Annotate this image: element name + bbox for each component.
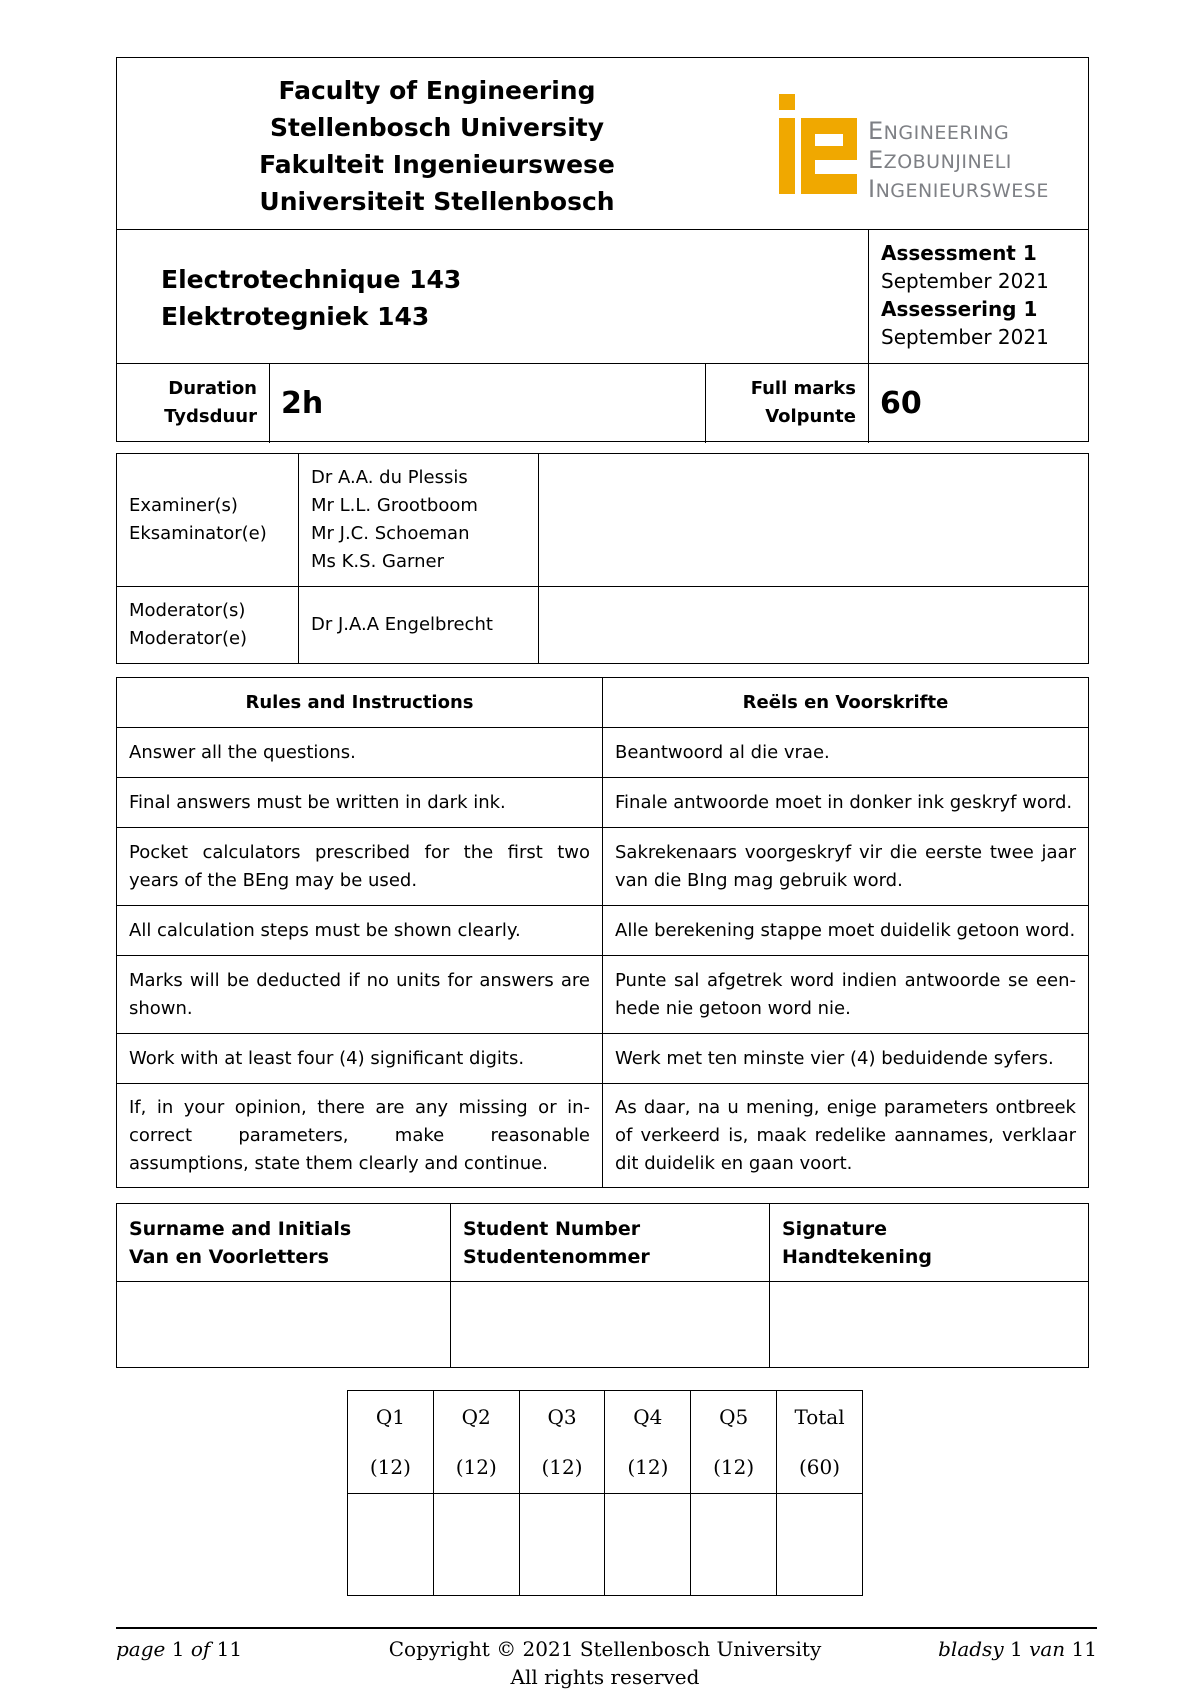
marks-cell-q3[interactable] bbox=[519, 1494, 605, 1596]
marks-cell-q2[interactable] bbox=[433, 1494, 519, 1596]
duration-marks-row bbox=[117, 363, 1088, 443]
examiners-table bbox=[116, 453, 1089, 664]
marks-col-q5: Q5 (12) bbox=[691, 1391, 777, 1494]
examiner-label: Examiner(s) Eksaminator(e) bbox=[117, 454, 299, 587]
rule-en: Answer all the questions. bbox=[117, 728, 603, 778]
course-title bbox=[161, 261, 461, 335]
assessment-date-af: September 2021 bbox=[881, 325, 1049, 349]
page-number-en: page 1 of 11 bbox=[116, 1637, 243, 1661]
student-number-field[interactable] bbox=[451, 1282, 770, 1368]
rules-header-en: Rules and Instructions bbox=[117, 678, 603, 728]
rule-en: Pocket calculators prescribed for the first two years of the BEng may be used. bbox=[117, 828, 603, 906]
rule-af: Punte sal afgetrek word indien antwoorde se een-hede nie getoon word nie. bbox=[603, 956, 1089, 1034]
marks-cell-q1[interactable] bbox=[348, 1494, 434, 1596]
header-title-row bbox=[117, 58, 1088, 230]
marks-col-q3: Q3 (12) bbox=[519, 1391, 605, 1494]
full-marks-value: 60 bbox=[880, 385, 922, 421]
moderator-label: Moderator(s) Moderator(e) bbox=[117, 587, 299, 664]
examiner-name: Mr L.L. Grootboom bbox=[311, 495, 478, 516]
rule-af: Beantwoord al die vrae. bbox=[603, 728, 1089, 778]
rule-row bbox=[117, 1084, 1089, 1188]
examiner-name: Dr A.A. du Plessis bbox=[311, 467, 468, 488]
copyright: Copyright © 2021 Stellenbosch University All rights reserved bbox=[388, 1637, 822, 1689]
rule-en: All calculation steps must be shown clearly. bbox=[117, 906, 603, 956]
footer-divider bbox=[116, 1627, 1097, 1629]
signature-header: Signature Handtekening bbox=[770, 1204, 1089, 1282]
full-marks-label: Full marks Volpunte bbox=[750, 378, 856, 427]
rule-row bbox=[117, 956, 1089, 1034]
assessment-date-en: September 2021 bbox=[881, 269, 1049, 293]
faculty-line: Faculty of Engineering bbox=[278, 76, 596, 105]
rule-en: Final answers must be written in dark ink. bbox=[117, 778, 603, 828]
assessment-cell bbox=[868, 229, 1091, 363]
marks-col-q2: Q2 (12) bbox=[433, 1391, 519, 1494]
rule-af: Finale antwoorde moet in donker ink geskryf word. bbox=[603, 778, 1089, 828]
rule-row bbox=[117, 828, 1089, 906]
logo-wordmark: ENGINEERING EZOBUNJINELI INGENIEURSWESE bbox=[868, 117, 1049, 203]
course-row bbox=[117, 229, 1088, 364]
marks-table bbox=[347, 1390, 863, 1596]
marks-col-q1: Q1 (12) bbox=[348, 1391, 434, 1494]
rule-row bbox=[117, 728, 1089, 778]
moderator-name: Dr J.A.A Engelbrecht bbox=[299, 587, 539, 664]
rule-row bbox=[117, 906, 1089, 956]
surname-header: Surname and Initials Van en Voorletters bbox=[117, 1204, 451, 1282]
faculty-line: Stellenbosch University bbox=[269, 113, 605, 142]
rule-af: Sakrekenaars voorgeskryf vir die eerste twee jaar van die BIng mag gebruik word. bbox=[603, 828, 1089, 906]
course-title-en: Electrotechnique 143 bbox=[161, 265, 462, 294]
assessment-en: Assessment 1 bbox=[881, 241, 1037, 265]
rule-af: Werk met ten minste vier (4) beduidende syfers. bbox=[603, 1034, 1089, 1084]
course-title-af: Elektrotegniek 143 bbox=[161, 302, 430, 331]
marks-col-total: Total (60) bbox=[777, 1391, 863, 1494]
page-number-af: bladsy 1 van 11 bbox=[938, 1637, 1097, 1661]
examiner-name: Mr J.C. Schoeman bbox=[311, 523, 470, 544]
moderator-blank bbox=[539, 587, 1089, 664]
student-info-table bbox=[116, 1203, 1089, 1368]
rules-table bbox=[116, 677, 1089, 1188]
rule-af: As daar, na u mening, enige parameters ontbreek of verkeerd is, maak redelike aannames, verklaar dit duidelik en gaan voort. bbox=[603, 1084, 1089, 1188]
signature-field[interactable] bbox=[770, 1282, 1089, 1368]
rule-af: Alle berekening stappe moet duidelik getoon word. bbox=[603, 906, 1089, 956]
examiner-name: Ms K.S. Garner bbox=[311, 551, 444, 572]
rules-header-af: Reëls en Voorskrifte bbox=[603, 678, 1089, 728]
duration-value: 2h bbox=[281, 385, 324, 421]
surname-field[interactable] bbox=[117, 1282, 451, 1368]
rule-en: Work with at least four (4) significant digits. bbox=[117, 1034, 603, 1084]
rule-en: If, in your opinion, there are any missing or in-correct parameters, make reasonable assumptions, state them clearly and continue. bbox=[117, 1084, 603, 1188]
assessment-af: Assessering 1 bbox=[881, 297, 1038, 321]
faculty-line: Fakulteit Ingenieurswese bbox=[259, 150, 615, 179]
rule-row bbox=[117, 778, 1089, 828]
faculty-line: Universiteit Stellenbosch bbox=[259, 187, 615, 216]
examiner-names bbox=[299, 454, 539, 587]
faculty-name bbox=[237, 72, 637, 220]
exam-header bbox=[116, 57, 1089, 442]
marks-cell-total[interactable] bbox=[777, 1494, 863, 1596]
marks-cell-q5[interactable] bbox=[691, 1494, 777, 1596]
rule-row bbox=[117, 1034, 1089, 1084]
examiner-blank bbox=[539, 454, 1089, 587]
rule-en: Marks will be deducted if no units for answers are shown. bbox=[117, 956, 603, 1034]
duration-label: Duration Tydsduur bbox=[164, 378, 257, 427]
marks-cell-q4[interactable] bbox=[605, 1494, 691, 1596]
marks-col-q4: Q4 (12) bbox=[605, 1391, 691, 1494]
student-number-header: Student Number Studentenommer bbox=[451, 1204, 770, 1282]
